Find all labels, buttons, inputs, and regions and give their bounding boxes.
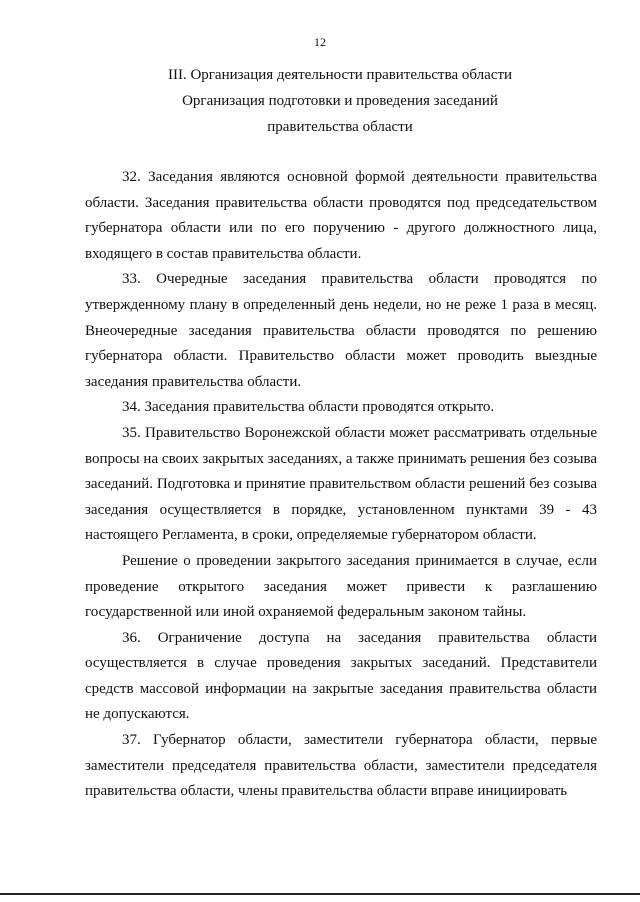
subsection-title-line-1: Организация подготовки и проведения заседаний bbox=[182, 93, 498, 109]
page-number: 12 bbox=[314, 35, 326, 49]
section-headings bbox=[0, 62, 640, 140]
paragraph-32: 32. Заседания являются основной формой деятельности правительства области. Заседания правительства области проводятся под председательством губернатора области или по его поручению - другого должностного лица, входящего в состав правительства области. bbox=[85, 169, 597, 262]
paragraph-35: 35. Правительство Воронежской области может рассматривать отдельные вопросы на своих закрытых заседаниях, а также принимать решения без созыва заседаний. Подготовка и принятие правительством области решений без созыва заседания осуществляется в порядке, установленном пунктами 39 - 43 настоящего Регламента, в сроки, определяемые губернатором области. bbox=[85, 424, 597, 544]
paragraph-36: 36. Ограничение доступа на заседания правительства области осуществляется в случае проведения закрытых заседаний. Представители средств массовой информации на закрытые заседания правительства области не допускаются. bbox=[85, 629, 597, 723]
page-bottom-edge bbox=[0, 893, 640, 895]
section-title: III. Организация деятельности правительства области bbox=[167, 67, 513, 83]
paragraph-34: 34. Заседания правительства области проводятся открыто. bbox=[122, 399, 495, 416]
paragraph-33: 33. Очередные заседания правительства области проводятся по утвержденному плану в определенный день недели, но не реже 1 раза в месяц. Внеочередные заседания правительства области проводятся по решению губернатора области. Правительство области может проводить выездные заседания правительства области. bbox=[85, 271, 597, 390]
paragraph-35-continuation: Решение о проведении закрытого заседания принимается в случае, если проведение открытого заседания может привести к разглашению государственной или иной охраняемой федеральным законом тайны. bbox=[85, 552, 597, 621]
subsection-title-line-2: правительства области bbox=[267, 119, 413, 135]
paragraph-37: 37. Губернатор области, заместители губернатора области, первые заместители председателя правительства области, заместители председателя правительства области, члены правительства области вправе инициировать bbox=[85, 732, 597, 800]
document-body bbox=[85, 165, 597, 805]
